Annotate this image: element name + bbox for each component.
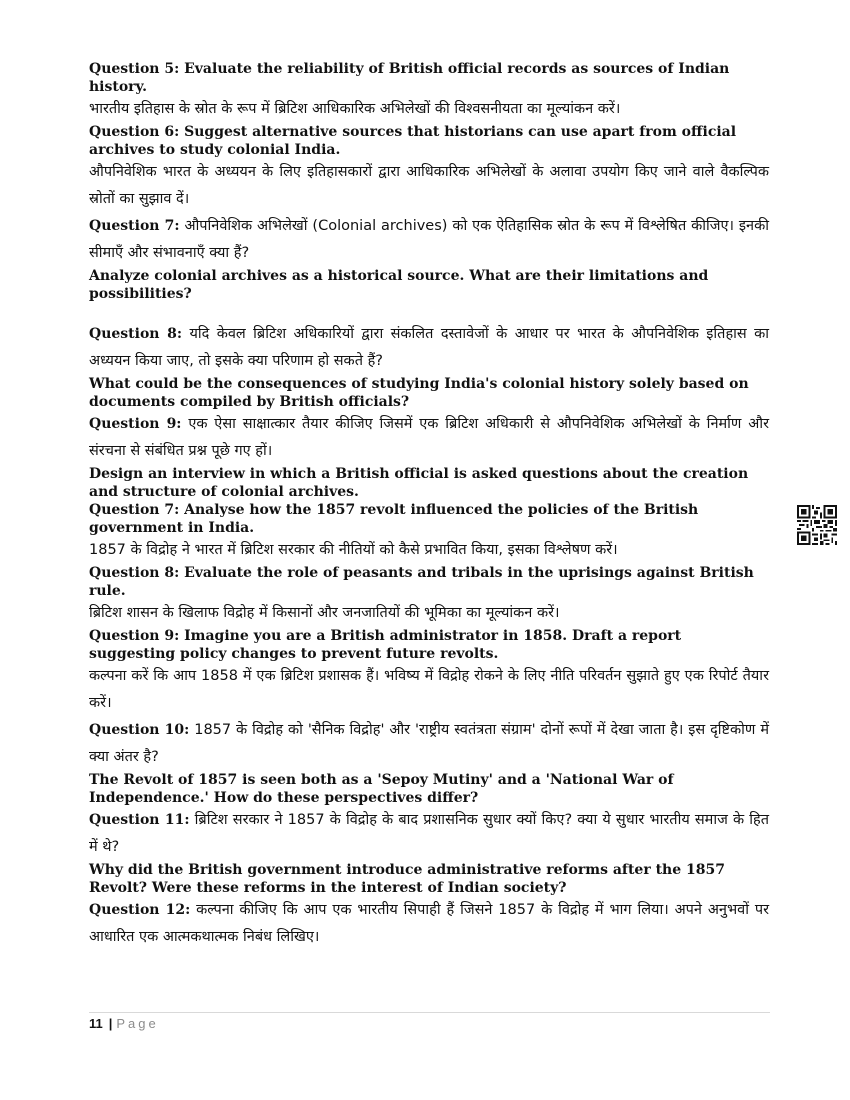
question-text: औपनिवेशिक भारत के अध्ययन के लिए इतिहासकारों द्वारा आधिकारिक अभिलेखों के अलावा उपयोग किए जाने वाले वैकल्पिक स्रोतों का सुझाव दें।: [89, 164, 769, 207]
footer-separator: |: [108, 1016, 113, 1031]
question-text: यदि केवल ब्रिटिश अधिकारियों द्वारा संकलित दस्तावेजों के आधार पर भारत के औपनिवेशिक इतिहास का अध्ययन किया जाए, तो इसके क्या परिणाम हो सकते हैं?: [89, 326, 769, 369]
question-english: [89, 564, 769, 600]
page-label: Page: [116, 1016, 159, 1031]
question-hindi: [89, 807, 769, 861]
question-text: भारतीय इतिहास के स्रोत के रूप में ब्रिटिश आधिकारिक अभिलेखों की विश्वसनीयता का मूल्यांकन करें।: [89, 101, 621, 117]
question-label: Question 7:: [89, 218, 180, 234]
question-text: What could be the consequences of studying India's colonial history solely based on documents compiled by British officials?: [89, 376, 749, 410]
question-hindi: [89, 537, 769, 564]
question-text: Design an interview in which a British official is asked questions about the creation and structure of colonial archives.: [89, 466, 749, 500]
question-english: [89, 771, 769, 807]
question-text: Question 6: Suggest alternative sources that historians can use apart from official archives to study colonial India.: [89, 124, 737, 158]
question-english: [89, 627, 769, 663]
question-text: ब्रिटिश शासन के खिलाफ विद्रोह में किसानों और जनजातियों की भूमिका का मूल्यांकन करें।: [89, 605, 560, 621]
question-hindi: [89, 96, 769, 123]
question-hindi: [89, 897, 769, 951]
question-text: Question 5: Evaluate the reliability of British official records as sources of Indian history.: [89, 61, 730, 95]
spacer: [89, 303, 769, 321]
question-hindi: [89, 600, 769, 627]
page-content: [89, 60, 769, 951]
question-hindi: [89, 663, 769, 717]
question-text: ब्रिटिश सरकार ने 1857 के विद्रोह के बाद प्रशासनिक सुधार क्यों किए? क्या ये सुधार भारतीय समाज के हित में थे?: [89, 812, 769, 855]
qr-code-icon[interactable]: [797, 505, 837, 545]
question-text: एक ऐसा साक्षात्कार तैयार कीजिए जिसमें एक ब्रिटिश अधिकारी से औपनिवेशिक अभिलेखों के निर्माण और संरचना से संबंधित प्रश्न पूछे गए हों।: [89, 416, 769, 459]
question-english: [89, 60, 769, 96]
question-hindi: [89, 411, 769, 465]
question-text: Question 9: Imagine you are a British administrator in 1858. Draft a report suggesting policy changes to prevent future revolts.: [89, 628, 682, 662]
question-hindi: [89, 159, 769, 213]
question-label: Question 11:: [89, 812, 190, 828]
question-text: 1857 के विद्रोह को 'सैनिक विद्रोह' और 'राष्ट्रीय स्वतंत्रता संग्राम' दोनों रूपों में देखा जाता है। इस दृष्टिकोण में क्या अंतर है?: [89, 722, 769, 765]
question-english: [89, 267, 769, 303]
question-text: Question 7: Analyse how the 1857 revolt influenced the policies of the British government in India.: [89, 502, 699, 536]
question-english: [89, 501, 769, 537]
question-text: 1857 के विद्रोह ने भारत में ब्रिटिश सरकार की नीतियों को कैसे प्रभावित किया, इसका विश्लेषण करें।: [89, 542, 618, 558]
question-text: Analyze colonial archives as a historical source. What are their limitations and possibilities?: [89, 268, 709, 302]
question-english: [89, 465, 769, 501]
page-footer: [89, 1016, 159, 1031]
question-text: कल्पना करें कि आप 1858 में एक ब्रिटिश प्रशासक हैं। भविष्य में विद्रोह रोकने के लिए नीति परिवर्तन सुझाते हुए एक रिपोर्ट तैयार करें।: [89, 668, 769, 711]
question-hindi: [89, 213, 769, 267]
question-hindi: [89, 321, 769, 375]
question-label: Question 10:: [89, 722, 190, 738]
question-hindi: [89, 717, 769, 771]
question-text: Question 8: Evaluate the role of peasants and tribals in the uprisings against British rule.: [89, 565, 754, 599]
question-label: Question 8:: [89, 326, 183, 342]
question-text: कल्पना कीजिए कि आप एक भारतीय सिपाही हैं जिसने 1857 के विद्रोह में भाग लिया। अपने अनुभवों पर आधारित एक आत्मकथात्मक निबंध लिखिए।: [89, 902, 769, 945]
question-label: Question 12:: [89, 902, 191, 918]
question-english: [89, 123, 769, 159]
question-text: औपनिवेशिक अभिलेखों (Colonial archives) को एक ऐतिहासिक स्रोत के रूप में विश्लेषित कीजिए। इनकी सीमाएँ और संभावनाएँ क्या हैं?: [89, 218, 769, 261]
question-text: Why did the British government introduce administrative reforms after the 1857 Revolt? Were these reforms in the interest of Indian society?: [89, 862, 725, 896]
page-number: 11: [89, 1016, 103, 1031]
question-label: Question 9:: [89, 416, 182, 432]
footer-divider: [89, 1012, 770, 1013]
question-text: The Revolt of 1857 is seen both as a 'Sepoy Mutiny' and a 'National War of Independence.' How do these perspectives differ?: [89, 772, 674, 806]
question-english: [89, 375, 769, 411]
question-english: [89, 861, 769, 897]
